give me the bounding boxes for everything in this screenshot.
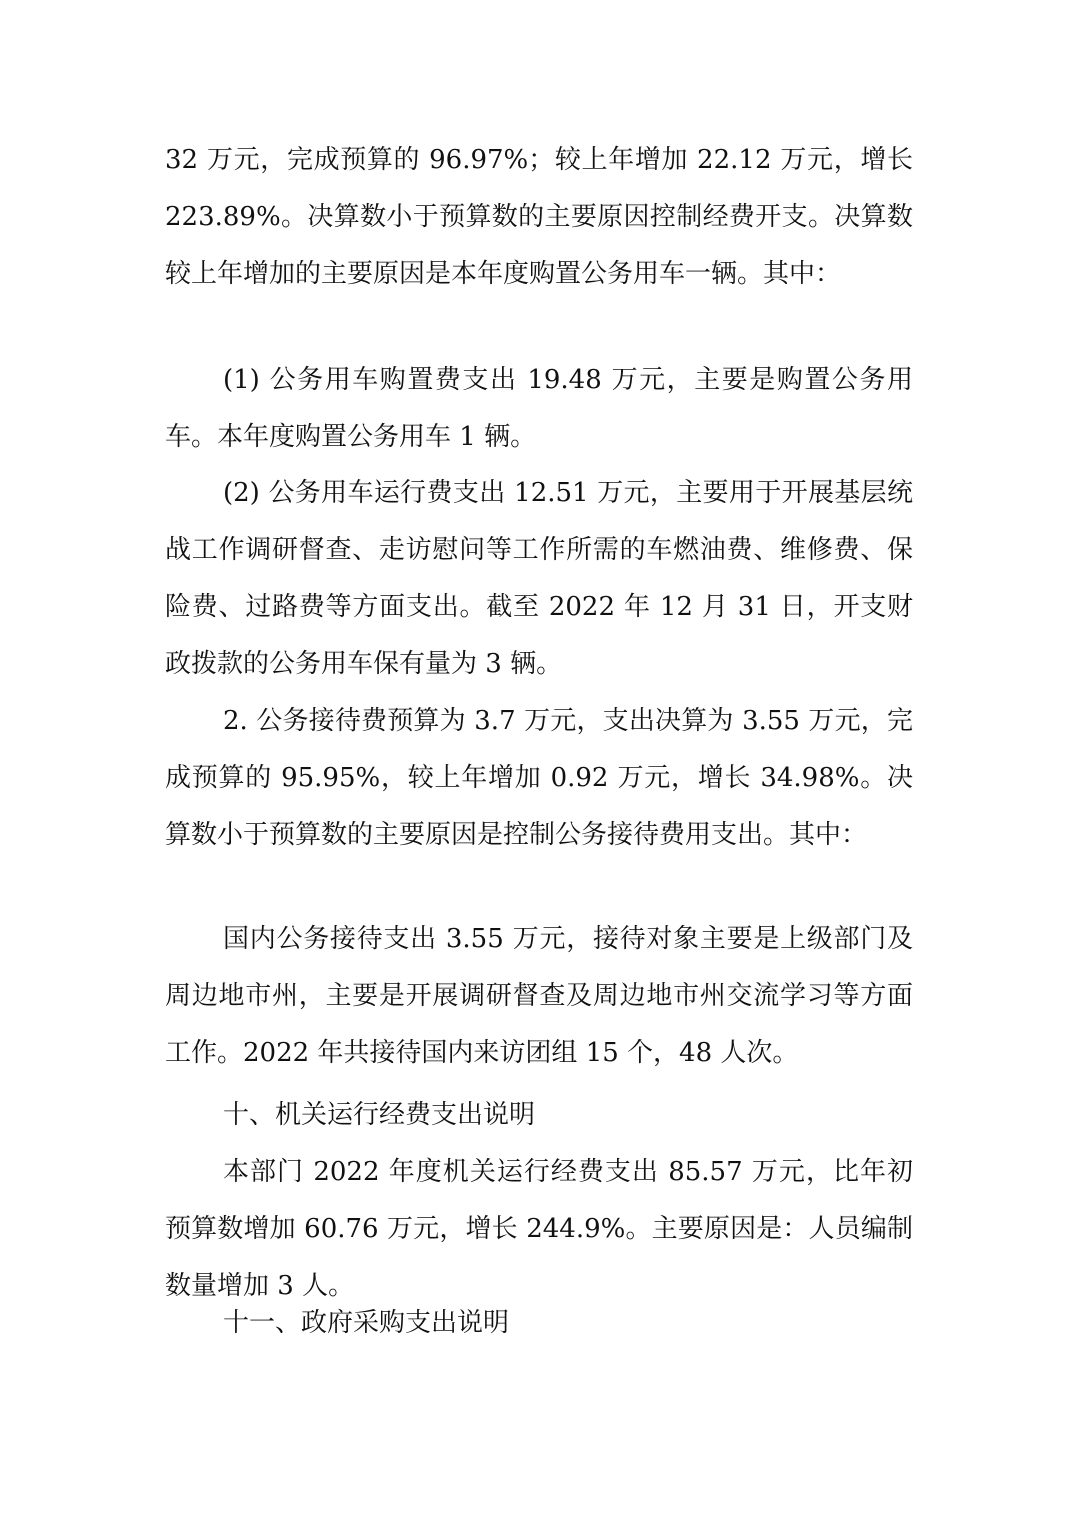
paragraph-vehicle-summary: 32 万元，完成预算的 96.97%；较上年增加 22.12 万元，增长 223.89%。决算数小于预算数的主要原因控制经费开支。决算数较上年增加的主要原因是本年度购置公务用车一辆。其中： xyxy=(165,145,913,289)
paragraph-vehicle-operation: (2) 公务用车运行费支出 12.51 万元，主要用于开展基层统战工作调研督查、走访慰问等工作所需的车燃油费、维修费、保险费、过路费等方面支出。截至 2022 年 12 月 31 日，开支财政拨款的公务用车保有量为 3 辆。 xyxy=(165,478,913,679)
paragraph-domestic-reception: 国内公务接待支出 3.55 万元，接待对象主要是上级部门及周边地市州，主要是开展调研督查及周边地市州交流学习等方面工作。2022 年共接待国内来访团组 15 个，48 人次。 xyxy=(165,924,913,1068)
paragraph-reception-budget: 2. 公务接待费预算为 3.7 万元，支出决算为 3.55 万元，完成预算的 95.95%，较上年增加 0.92 万元，增长 34.98%。决算数小于预算数的主要原因是控制公务接待费用支出。其中： xyxy=(165,706,913,850)
paragraph-office-operation: 本部门 2022 年度机关运行经费支出 85.57 万元，比年初预算数增加 60.76 万元，增长 244.9%。主要原因是：人员编制数量增加 3 人。 xyxy=(165,1157,913,1301)
section-heading-office-operation: 十、机关运行经费支出说明 xyxy=(223,1100,536,1130)
section-heading-government-procurement: 十一、政府采购支出说明 xyxy=(223,1308,510,1338)
paragraph-vehicle-purchase: (1) 公务用车购置费支出 19.48 万元，主要是购置公务用车。本年度购置公务用车 1 辆。 xyxy=(165,365,913,452)
